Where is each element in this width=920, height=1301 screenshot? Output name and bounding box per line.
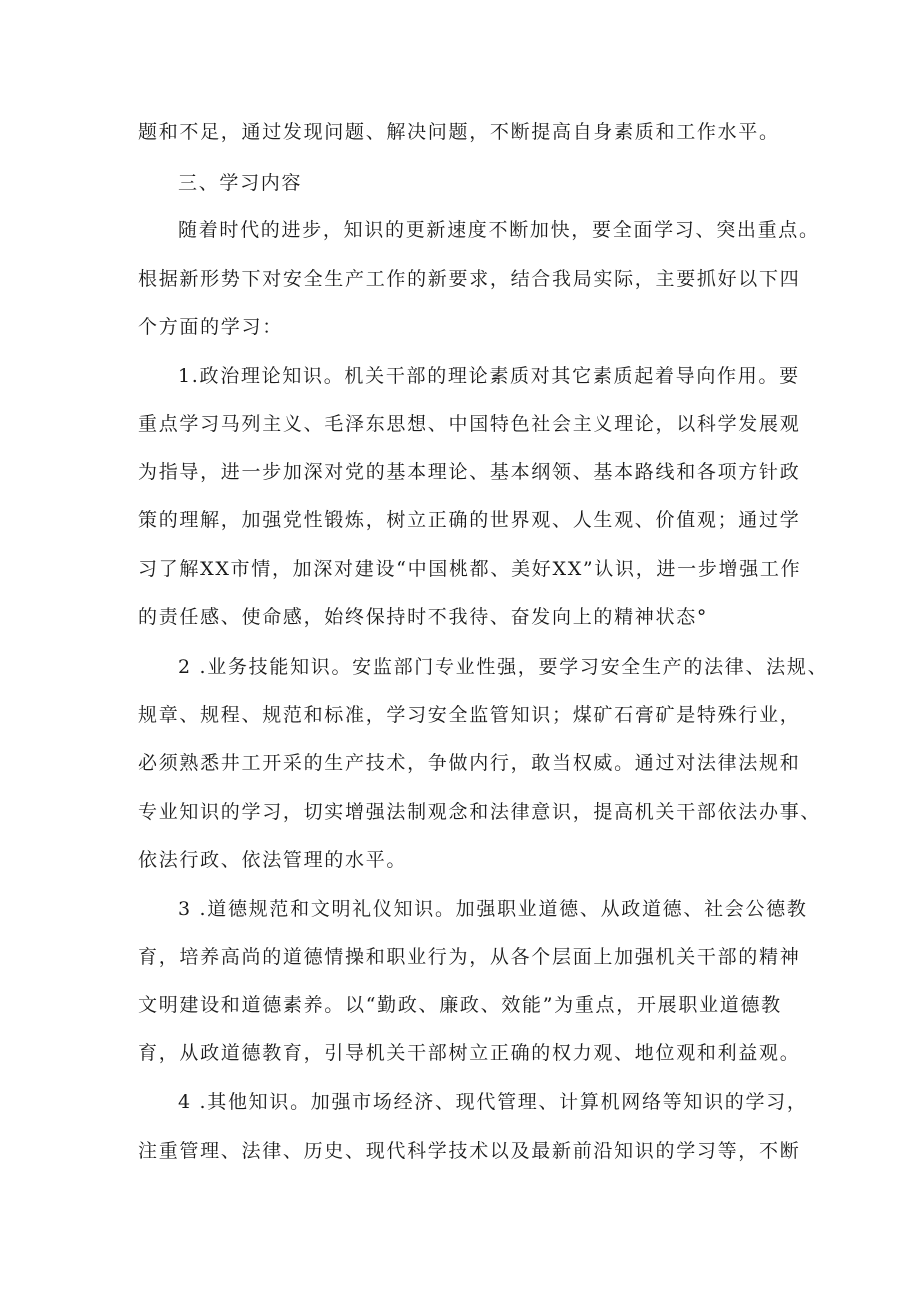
- text-line: 随着时代的进步，知识的更新速度不断加快，要全面学习、突出重点。: [178, 219, 820, 241]
- text-line: 规章、规程、规范和标准，学习安全监管知识；煤矿石膏矿是特殊行业，: [138, 704, 801, 726]
- text-line: 4 .其他知识。加强市场经济、现代管理、计算机网络等知识的学习，: [178, 1091, 808, 1113]
- text-line: 文明建设和道德素养。以“勤政、廉政、效能”为重点，开展职业道德教: [138, 994, 782, 1016]
- text-line: 策的理解，加强党性锻炼，树立正确的世界观、人生观、价值观；通过学: [138, 509, 801, 531]
- text-line: 2 .业务技能知识。安监部门专业性强，要学习安全生产的法律、法规、: [178, 656, 829, 678]
- text-line: 育，从政道德教育，引导机关干部树立正确的权力观、地位观和利益观。: [138, 1042, 801, 1064]
- text-line: 重点学习马列主义、毛泽东思想、中国特色社会主义理论，以科学发展观: [138, 413, 801, 435]
- text-line: 必须熟悉井工开采的生产技术，争做内行，敢当权威。通过对法律法规和: [138, 752, 801, 774]
- text-line: 个方面的学习：: [138, 316, 283, 338]
- text-line: 的责任感、使命感，始终保持时不我待、奋发向上的精神状态°: [138, 606, 709, 628]
- text-line: 为指导，进一步加深对党的基本理论、基本纲领、基本路线和各项方针政: [138, 461, 801, 483]
- section-heading: 三、学习内容: [178, 172, 303, 194]
- text-line: 习了解XX市情，加深对建设“中国桃都、美好XX”认识，进一步增强工作: [138, 558, 802, 580]
- text-line: 题和不足，通过发现问题、解决问题，不断提高自身素质和工作水平。: [138, 121, 780, 143]
- text-line: 注重管理、法律、历史、现代科学技术以及最新前沿知识的学习等，不断: [138, 1140, 801, 1162]
- text-line: 依法行政、依法管理的水平。: [138, 849, 408, 871]
- text-line: 3 .道德规范和文明礼仪知识。加强职业道德、从政道德、社会公德教: [178, 898, 808, 920]
- text-line: 1.政治理论知识。机关干部的理论素质对其它素质起着导向作用。要: [178, 365, 800, 387]
- text-line: 根据新形势下对安全生产工作的新要求，结合我局实际，主要抓好以下四: [138, 268, 801, 290]
- text-line: 育，培养高尚的道德情操和职业行为，从各个层面上加强机关干部的精神: [138, 946, 801, 968]
- text-line: 专业知识的学习，切实增强法制观念和法律意识，提高机关干部依法办事、: [138, 801, 822, 823]
